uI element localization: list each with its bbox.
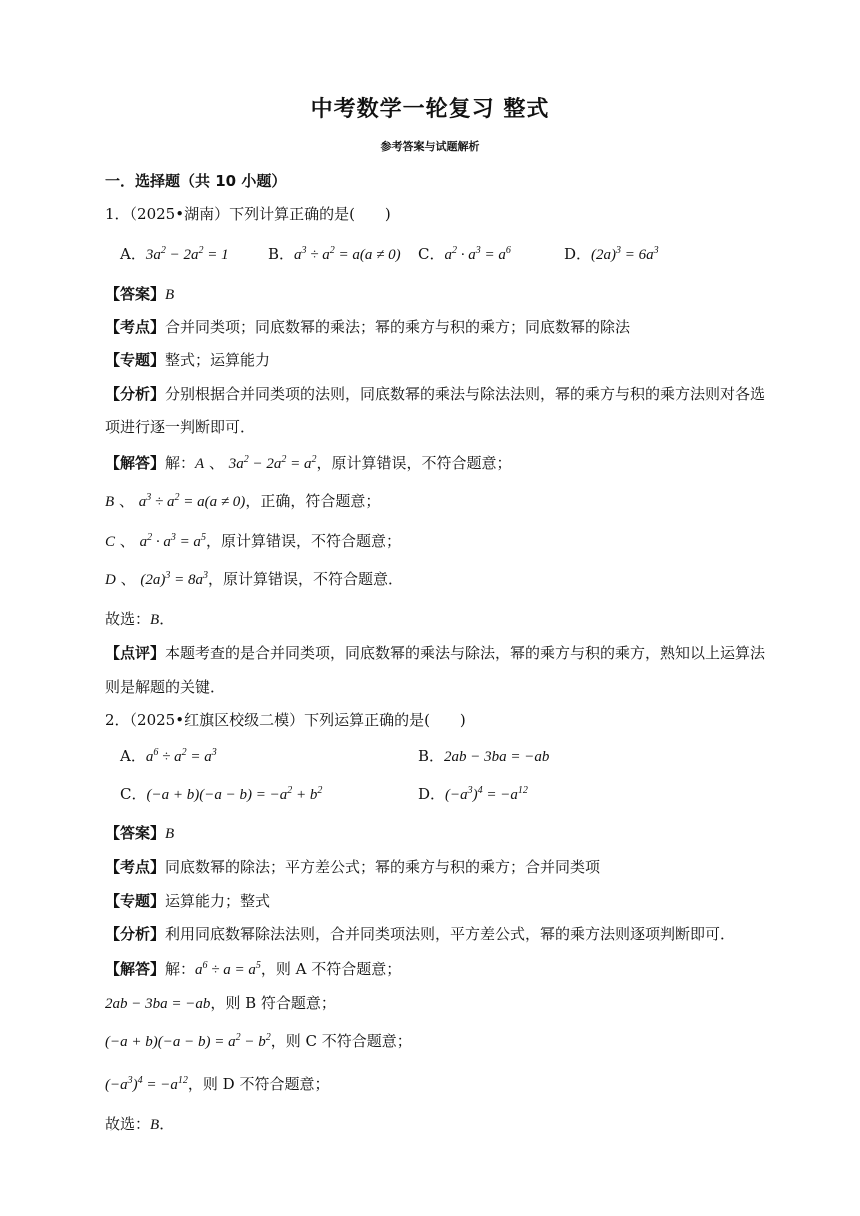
- q2-solution-a-expr: $a^6 \div a = a^5$: [195, 960, 261, 978]
- q1-guxuan-answer: B: [150, 612, 160, 628]
- q2-jieda-prefix: 解：: [165, 960, 196, 978]
- q2-option-c-formula: $(-a + b)(-a - b) = -a^2 + b^2$: [146, 785, 323, 803]
- q1-stem: 1．（2025•湖南）下列计算正确的是( ): [105, 205, 391, 223]
- q1-solution-c-formula: C: [105, 534, 116, 550]
- q1-solution-c: C 、 $a^2 \cdot a^3 = a^5$，原计算错误，不符合题意；: [105, 532, 401, 550]
- q1-jieda-tag: 【解答】: [105, 454, 166, 472]
- q2-solution-c-note: ，则 C 不符合题意；: [270, 1032, 412, 1050]
- q2-solution-d: [105, 1073, 329, 1094]
- q1-solution-a-expr: $3a^2 - 2a^2 = a^2$: [228, 454, 317, 472]
- q1-option-d: [564, 243, 659, 264]
- q1-solution-a: 【解答】解：A 、 $3a^2 - 2a^2 = a^2$，原计算错误，不符合题意；: [105, 454, 512, 472]
- q2-zhuanti-text: 运算能力；整式: [165, 892, 271, 910]
- q1-solution-a-formula: A: [195, 456, 205, 472]
- q1-solution-b-note: ，正确，符合题意；: [245, 492, 381, 510]
- q2-kaodian-text: 同底数幂的除法；平方差公式；幂的乘方与积的乘方；合并同类项: [165, 858, 601, 876]
- q2-option-d-label: D．: [418, 785, 446, 803]
- q1-kaodian-text: 合并同类项；同底数幂的乘法；幂的乘方与积的乘方；同底数幂的除法: [165, 318, 631, 336]
- q2-fenxi: [105, 923, 735, 944]
- q1-dianping-tag: 【点评】: [105, 644, 166, 662]
- q1-solution-b: B 、 $a^3 \div a^2 = a(a \ne 0)$，正确，符合题意；: [105, 492, 381, 510]
- q2-answer: [105, 822, 174, 843]
- q1-solution-b-formula: B: [105, 494, 115, 510]
- q1-solution-c-expr: $a^2 \cdot a^3 = a^5$: [139, 532, 206, 550]
- q2-option-b-label: B．: [418, 747, 445, 765]
- q2-answer-value: B: [165, 826, 175, 842]
- q1-fenxi-text-2: 项进行逐一判断即可．: [105, 418, 256, 436]
- q1-option-a-label: A．: [120, 245, 146, 263]
- q1-solution-b-expr: $a^3 \div a^2 = a(a \ne 0)$: [138, 492, 246, 510]
- q1-option-a-formula: $3a^2 - 2a^2 = 1$: [145, 245, 229, 263]
- q2-solution-b: [105, 992, 336, 1013]
- q1-option-b-formula: $a^3 \div a^2 = a(a \ne 0)$: [294, 245, 401, 263]
- q2-option-d: [418, 783, 528, 804]
- q1-guxuan: 故选：B．: [105, 610, 175, 628]
- q2-solution-c-expr: $(-a + b)(-a - b) = a^2 - b^2$: [105, 1032, 271, 1050]
- page-title: 中考数学一轮复习 整式: [310, 97, 550, 122]
- q1-jieda-prefix: 解：: [165, 454, 196, 472]
- q2-fenxi-tag: 【分析】: [105, 925, 166, 943]
- q1-kaodian: [105, 316, 630, 337]
- q1-option-c-formula: $a^2 \cdot a^3 = a^6$: [444, 245, 511, 263]
- q1-dianping: [105, 642, 765, 663]
- q1-option-c: [418, 243, 511, 264]
- q1-dianping-text-1: 本题考查的是合并同类项，同底数幂的乘法与除法，幂的乘方与积的乘方，熟知以上运算法: [165, 644, 766, 662]
- q2-solution-d-expr: $(-a^3)^4 = -a^{12}$: [105, 1075, 188, 1093]
- q2-option-a-label: A．: [120, 747, 146, 765]
- q2-option-c-label: C．: [120, 785, 147, 803]
- q2-option-b-formula: 2ab − 3ba = −ab: [444, 749, 550, 765]
- q1-solution-d-expr: $(2a)^3 = 8a^3$: [140, 570, 209, 588]
- q1-fenxi-text-1: 分别根据合并同类项的法则，同底数幂的乘法与除法法则，幂的乘方与积的乘方法则对各选: [165, 385, 766, 403]
- q2-solution-c: [105, 1030, 412, 1051]
- q1-option-d-formula: $(2a)^3 = 6a^3$: [591, 245, 659, 263]
- q1-solution-d-note: ，原计算错误，不符合题意．: [208, 570, 404, 588]
- q1-solution-a-note: ，原计算错误，不符合题意；: [316, 454, 512, 472]
- q1-option-b-label: B．: [268, 245, 295, 263]
- q2-option-a: [120, 745, 217, 766]
- q2-guxuan-text: 故选：: [105, 1115, 151, 1133]
- q1-option-b: [268, 243, 401, 264]
- q2-jieda-tag: 【解答】: [105, 960, 166, 978]
- q2-solution-b-note: ，则 B 符合题意；: [210, 994, 336, 1012]
- q1-solution-c-note: ，原计算错误，不符合题意；: [205, 532, 401, 550]
- q1-answer-value: B: [165, 287, 175, 303]
- q1-solution-d-formula: D: [105, 572, 116, 588]
- q1-option-d-label: D．: [564, 245, 592, 263]
- q2-option-c: [120, 783, 322, 804]
- q2-answer-tag: 【答案】: [105, 824, 166, 842]
- q1-solution-d: D 、 $(2a)^3 = 8a^3$，原计算错误，不符合题意．: [105, 570, 404, 588]
- q2-zhuanti: [105, 890, 270, 911]
- q1-fenxi-tag: 【分析】: [105, 385, 166, 403]
- q1-option-a: [120, 243, 229, 264]
- q1-guxuan-text: 故选：: [105, 610, 151, 628]
- section-heading: 一．选择题（共 10 小题）: [105, 172, 287, 190]
- q1-dianping-text-2: 则是解题的关键．: [105, 678, 226, 696]
- q2-guxuan-answer: B: [150, 1117, 160, 1133]
- q1-kaodian-tag: 【考点】: [105, 318, 166, 336]
- q1-option-c-label: C．: [418, 245, 445, 263]
- q1-answer: [105, 283, 174, 304]
- q2-option-b: [418, 745, 549, 766]
- q2-stem: 2．（2025•红旗区校级二模）下列运算正确的是( ): [105, 711, 466, 729]
- page-subtitle: 参考答案与试题解析: [380, 140, 480, 153]
- q2-solution-a: [105, 958, 401, 979]
- q1-answer-tag: 【答案】: [105, 285, 166, 303]
- q2-solution-b-expr: 2ab − 3ba = −ab: [105, 996, 211, 1012]
- q2-kaodian-tag: 【考点】: [105, 858, 166, 876]
- q2-zhuanti-tag: 【专题】: [105, 892, 166, 910]
- q2-kaodian: [105, 856, 600, 877]
- q2-solution-d-note: ，则 D 不符合题意；: [187, 1075, 330, 1093]
- q2-fenxi-text: 利用同底数幂除法法则，合并同类项法则，平方差公式，幂的乘方法则逐项判断即可．: [165, 925, 736, 943]
- q1-zhuanti-tag: 【专题】: [105, 351, 166, 369]
- q1-zhuanti-text: 整式；运算能力: [165, 351, 271, 369]
- q2-option-a-formula: $a^6 \div a^2 = a^3$: [145, 747, 217, 765]
- q1-zhuanti: [105, 349, 270, 370]
- q2-guxuan: 故选：B．: [105, 1115, 175, 1133]
- q2-option-d-formula: $(-a^3)^4 = -a^{12}$: [445, 785, 528, 803]
- q1-fenxi: [105, 383, 765, 404]
- q2-solution-a-note: ，则 A 不符合题意；: [260, 960, 402, 978]
